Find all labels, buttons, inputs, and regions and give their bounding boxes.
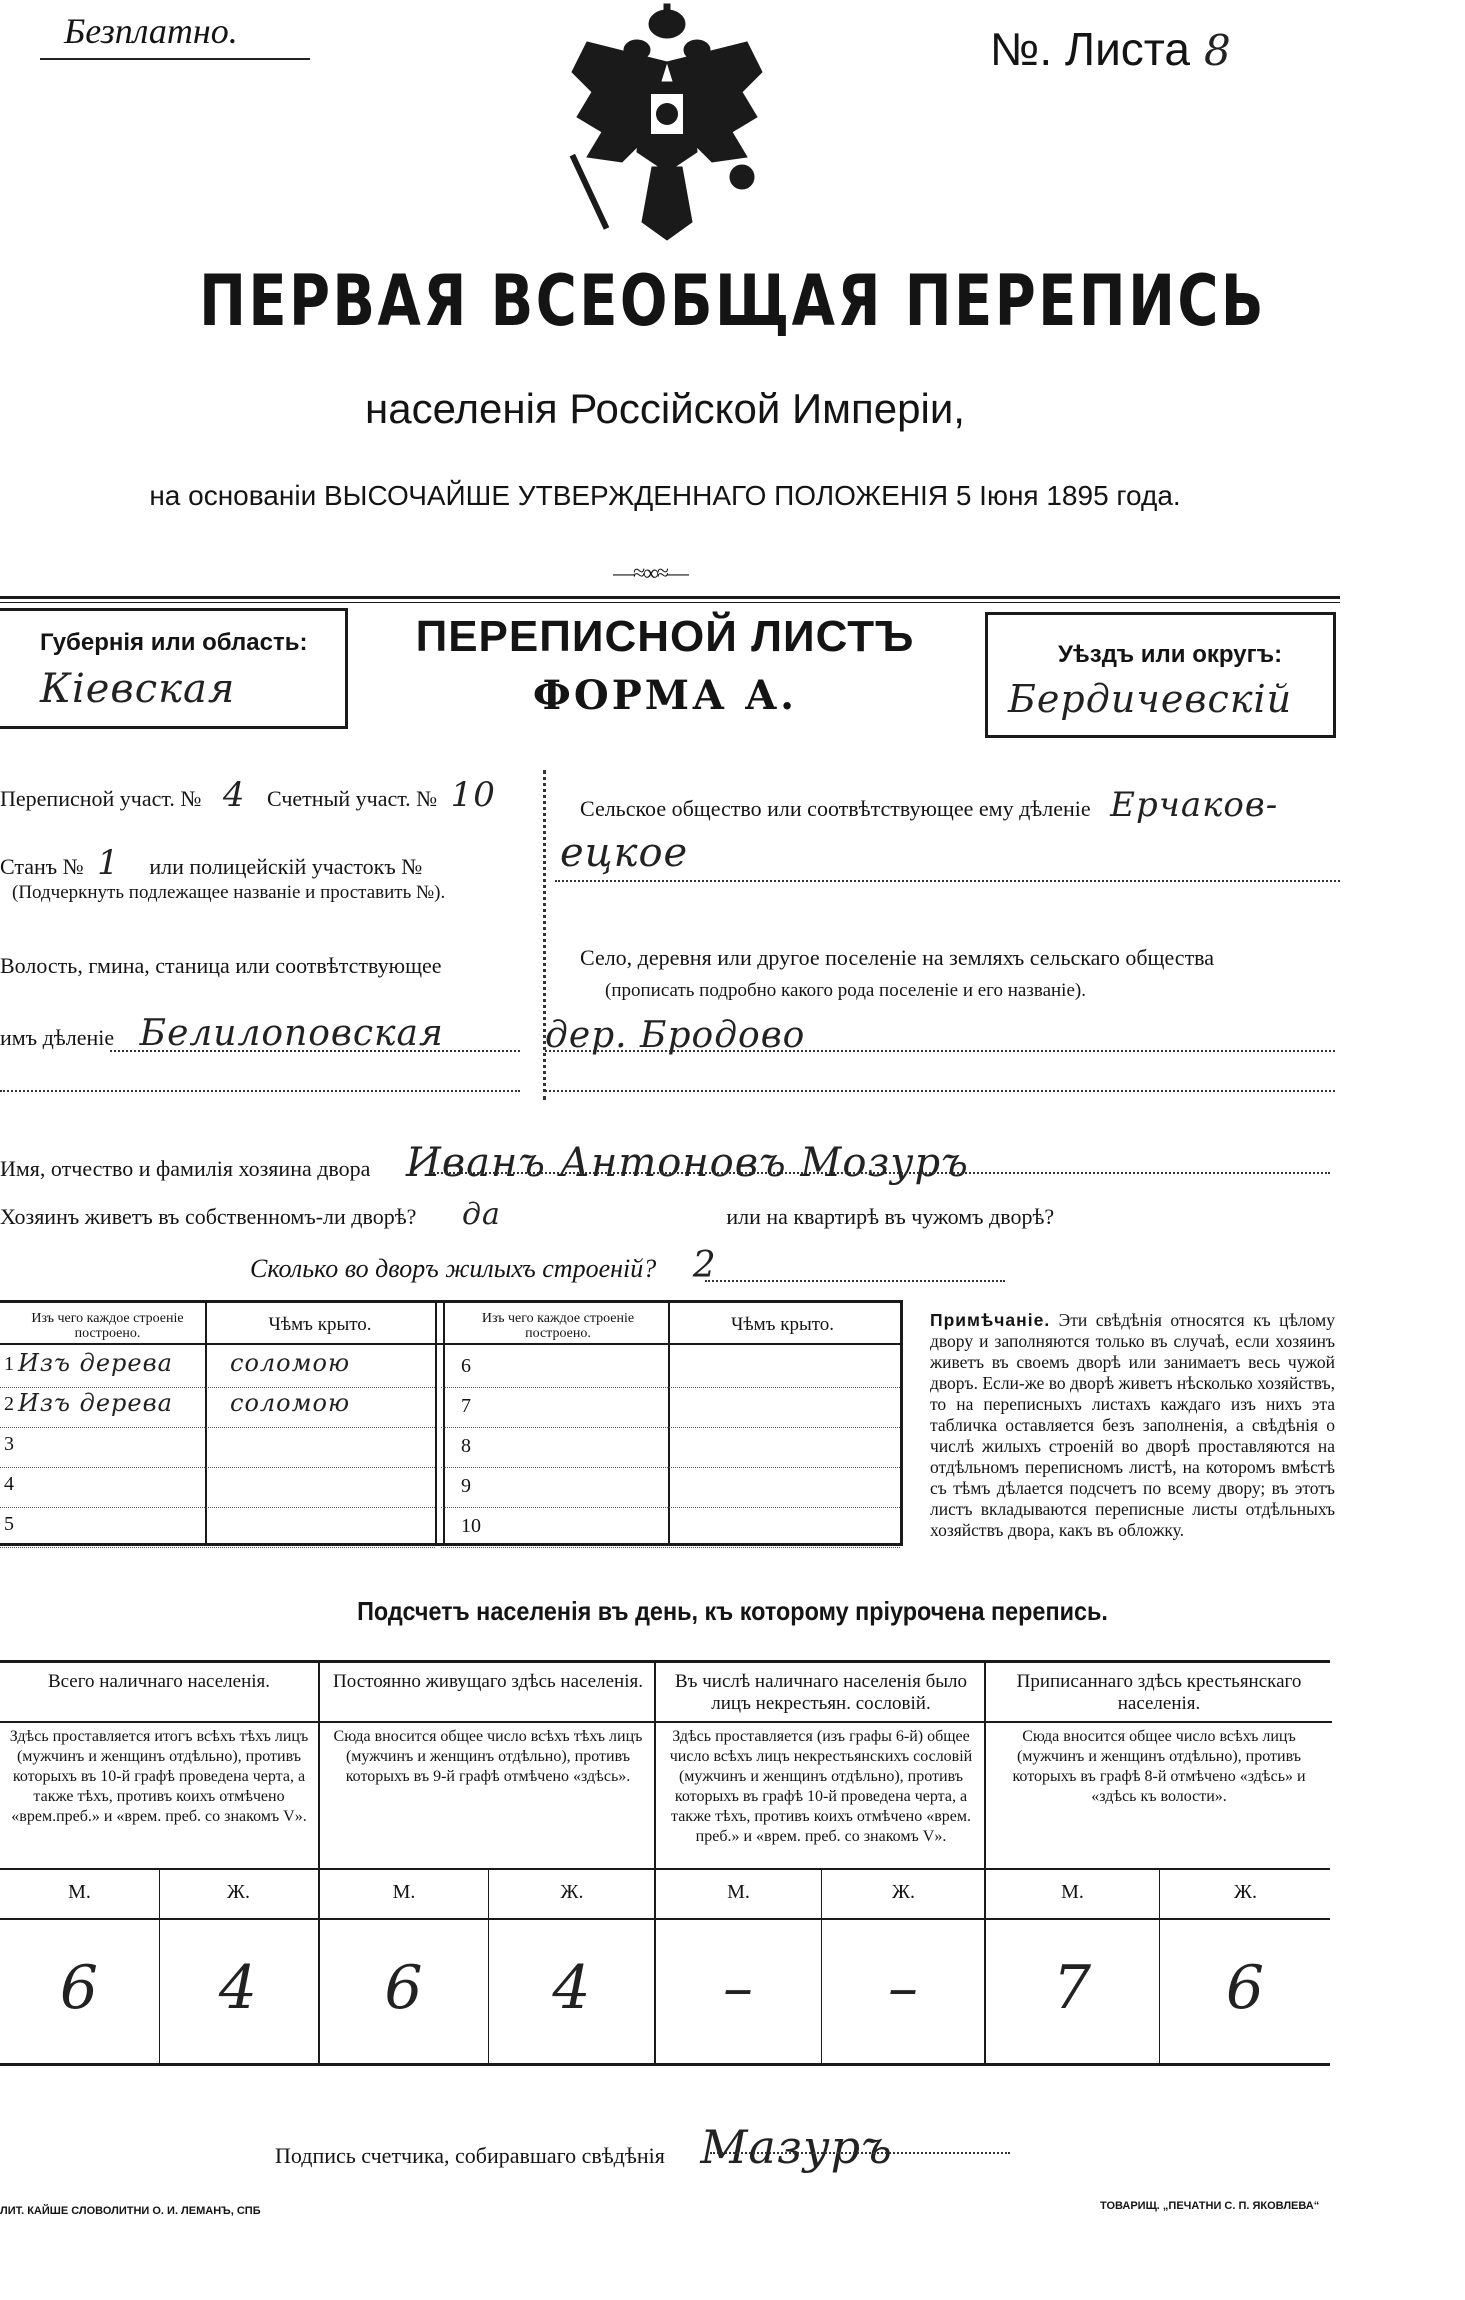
note-text: Эти свѣдѣнія относятся къ цѣлому двору и заполняются только въ случаѣ, если хозяинъ живетъ въ своемъ дворѣ или занимаетъ весь чужой дворъ. Если-же во дворѣ живетъ нѣсколько хозяйствъ, то на переписныхъ листахъ каждаго изъ нихъ эта табличка оставляется безъ заполненія, а свѣдѣнія о числѣ жилыхъ строеній во дворѣ проставляются на отдѣльномъ переписномъ листѣ, на которомъ вмѣстѣ съ тѣмъ дѣлается подсчетъ по всему двору; въ этотъ листъ вкладываются переписные листы отдѣльныхъ хозяйствъ двора, какъ въ обложку.	[930, 1310, 1335, 1540]
village-line	[545, 1050, 1335, 1052]
list-title: ПЕРЕПИСНОЙ ЛИСТЪ	[415, 612, 915, 661]
male-label: М.	[392, 1881, 416, 1903]
bt-row-number: 6	[461, 1355, 471, 1377]
male-count: 6	[384, 1953, 424, 2023]
male-label: М.	[68, 1881, 91, 1903]
note-block	[930, 1310, 1335, 1541]
signature-row	[275, 2120, 1175, 2174]
owner-lives-value: да	[461, 1197, 501, 1232]
female-label: Ж.	[560, 1881, 584, 1903]
male-count: 6	[59, 1953, 100, 2023]
signature-label: Подпись счетчика, собиравшаго свѣдѣнія	[275, 2143, 665, 2168]
census-district-label: Переписной участ. №	[0, 786, 202, 811]
volost-extra-line	[0, 1090, 520, 1092]
page-subtitle: населенія Россійской Имперіи,	[365, 385, 965, 432]
pop-mf-rule-top	[0, 1868, 1330, 1870]
bt-row-number: 5	[4, 1513, 14, 1535]
owner-name-line	[430, 1172, 1330, 1174]
bt-right-col-roof: Чѣмъ крыто.	[730, 1314, 835, 1335]
owner-lives-row	[0, 1197, 1340, 1232]
population-column	[984, 1663, 1332, 2063]
bt-right-col-material: Изъ чего каждое строеніе построено.	[481, 1311, 635, 1341]
stan-value: 1	[97, 843, 120, 883]
society-value-2: ецкое	[560, 830, 689, 876]
uezd-box	[985, 612, 1336, 738]
village-extra-line	[545, 1090, 1335, 1092]
volost-row	[0, 1013, 525, 1054]
society-value-1: Ерчаков-	[1110, 785, 1279, 825]
signature-value: Мазуръ	[700, 2120, 893, 2174]
bt-row-material: Изъ дерева	[18, 1389, 173, 1417]
bt-header-rule	[0, 1343, 900, 1345]
buildings-table	[0, 1300, 903, 1546]
female-count: –	[888, 1953, 919, 2023]
uezd-label: Уѣздъ или округъ:	[1058, 641, 1283, 668]
gubernia-box	[0, 608, 348, 729]
bt-row-left	[0, 1387, 435, 1428]
population-column	[0, 1663, 318, 2063]
female-label: Ж.	[227, 1881, 250, 1903]
population-column-desc: Здѣсь проставляется итогъ всѣхъ тѣхъ лицъ (мужчинъ и женщинъ отдѣльно), противъ которыхъ въ 10-й графѣ проведена черта, а также тѣхъ, противъ коихъ отмѣчено «врем.преб.» и «врем. преб. со знакомъ V».	[9, 1728, 309, 1825]
bt-row-number: 8	[461, 1435, 471, 1457]
village-label: Село, деревня или другое поселеніе на земляхъ сельскаго общества	[580, 945, 1215, 970]
village-note: (прописать подробно какого рода поселеніе и его названіе).	[605, 980, 1086, 1001]
owner-name-label: Имя, отчество и фамилія хозяина двора	[0, 1156, 371, 1181]
population-column	[654, 1663, 986, 2063]
society-label: Сельское общество или соотвѣтствующее ему дѣленіе	[580, 796, 1091, 821]
gubernia-value: Кіевская	[40, 666, 236, 712]
population-title-rule	[0, 1721, 318, 1723]
volost-label-1: Волость, гмина, станица или соотвѣтствующее	[0, 953, 442, 978]
bt-row-number: 3	[4, 1433, 14, 1455]
count-district-value: 10	[450, 775, 496, 815]
bt-left-col-roof: Чѣмъ крыто.	[268, 1314, 372, 1335]
volost-value: Белилоповская	[139, 1013, 444, 1054]
gubernia-label: Губернія или область:	[40, 629, 308, 656]
stan-label: Станъ №	[0, 854, 84, 879]
bt-row-number: 2	[4, 1393, 14, 1415]
owner-name-row	[0, 1140, 1340, 1186]
male-count: 7	[1052, 1953, 1093, 2023]
stan-note: (Подчеркнуть подлежащее названіе и проставить №).	[12, 882, 446, 903]
population-column-title: Приписаннаго здѣсь крестьянскаго населенія.	[1016, 1671, 1302, 1714]
printer-left: ЛИТ. КАЙШЕ СЛОВОЛИТНИ О. И. ЛЕМАНЪ, СПБ	[0, 2205, 261, 2217]
population-table	[0, 1660, 1330, 2066]
signature-line	[710, 2152, 1010, 2154]
volost-label-2: имъ дѣленіе	[0, 1025, 115, 1050]
bt-row-right	[441, 1467, 900, 1508]
pop-mf-rule-bottom	[0, 1918, 1330, 1920]
bt-row-number: 1	[4, 1353, 14, 1375]
buildings-row	[250, 1245, 1150, 1286]
volost-value-line	[110, 1050, 520, 1052]
population-column-title: Постоянно живущаго здѣсь населенія.	[333, 1671, 643, 1692]
owner-name-value: Иванъ Антоновъ Мозуръ	[405, 1140, 969, 1186]
page-title: ПЕРВАЯ ВСЕОБЩАЯ ПЕРЕПИСЬ	[199, 260, 1266, 342]
population-title-rule	[320, 1721, 656, 1723]
bt-left-col-material: Изъ чего каждое строеніе построено.	[31, 1311, 184, 1341]
bt-row-right	[441, 1387, 900, 1428]
census-district-value: 4	[222, 775, 246, 815]
bt-row-right	[441, 1427, 900, 1468]
form-top-rule	[0, 596, 1340, 599]
bt-row-right	[441, 1347, 900, 1388]
bt-row-roof: соломою	[230, 1349, 351, 1377]
bt-row-left	[0, 1427, 435, 1468]
buildings-value: 2	[692, 1245, 717, 1286]
bt-row-right	[441, 1507, 900, 1548]
population-column-desc: Сюда вносится общее число всѣхъ лицъ (мужчинъ и женщинъ отдѣльно), противъ которыхъ въ графѣ 8-й отмѣчено «здѣсь» и «здѣсь къ волости».	[1012, 1728, 1306, 1805]
count-district-label: Счетный участ. №	[266, 786, 438, 811]
sheet-number	[990, 22, 1410, 82]
bt-row-number: 10	[461, 1515, 481, 1537]
population-heading: Подсчетъ населенія въ день, къ которому пріурочена перепись.	[357, 1596, 1108, 1626]
population-title-rule	[986, 1721, 1332, 1723]
uezd-value: Бердичевскій	[1008, 677, 1293, 721]
female-label: Ж.	[892, 1881, 915, 1903]
population-title-rule	[656, 1721, 986, 1723]
female-count: 4	[218, 1953, 259, 2023]
society-line	[555, 880, 1340, 882]
free-label-box	[40, 10, 310, 60]
buildings-label: Сколько во дворъ жилыхъ строеній?	[250, 1254, 657, 1283]
printer-right: ТОВАРИЩ. „ПЕЧАТНИ С. П. ЯКОВЛЕВА“	[1100, 2200, 1320, 2212]
female-count: 6	[1225, 1953, 1266, 2023]
sheet-number-label: №. Листа	[990, 23, 1190, 75]
population-column-title: Всего наличнаго населенія.	[47, 1671, 271, 1692]
population-column-desc: Здѣсь проставляется (изъ графы 6-й) общее число всѣхъ лицъ некрестьянскихъ сословій (мужчинъ и женщинъ отдѣльно), противъ которыхъ въ графѣ 10-й проведена черта, а также тѣхъ, противъ коихъ отмѣчено «врем. преб.» и «врем. преб. со знакомъ V».	[669, 1728, 973, 1845]
population-column	[318, 1663, 656, 2063]
note-heading: Примѣчаніе.	[930, 1310, 1051, 1330]
society-row	[580, 785, 1380, 825]
bt-row-material: Изъ дерева	[18, 1349, 173, 1377]
bt-row-number: 7	[461, 1395, 471, 1417]
legal-basis: на основаніи ВЫСОЧАЙШЕ УТВЕРЖДЕННАГО ПОЛОЖЕНІЯ 5 Іюня 1895 года.	[149, 480, 1181, 511]
bt-row-number: 4	[4, 1473, 14, 1495]
bt-row-left	[0, 1347, 435, 1388]
form-title: ФОРМА А.	[532, 672, 798, 719]
census-district-row	[0, 775, 520, 815]
population-column-desc: Сюда вносится общее число всѣхъ тѣхъ лицъ (мужчинъ и женщинъ отдѣльно), противъ которыхъ въ 9-й графѣ отмѣчено «здѣсь».	[333, 1728, 643, 1785]
stan-row	[0, 843, 520, 883]
buildings-line	[705, 1280, 1005, 1282]
bt-row-roof: соломою	[230, 1389, 351, 1417]
female-count: 4	[552, 1953, 592, 2023]
stan-alt-label: или полицейскій участокъ №	[149, 854, 423, 879]
form-top-rule-2	[0, 602, 1340, 603]
bt-row-number: 9	[461, 1475, 471, 1497]
bt-row-left	[0, 1507, 435, 1548]
village-value: дер. Бродово	[545, 1015, 806, 1056]
male-label: М.	[1061, 1881, 1084, 1903]
female-label: Ж.	[1234, 1881, 1257, 1903]
owner-lives-label: Хозяинъ живетъ въ собственномъ-ли дворѣ?	[0, 1204, 417, 1229]
bt-row-left	[0, 1467, 435, 1508]
owner-rent-label: или на квартирѣ въ чужомъ дворѣ?	[726, 1204, 1055, 1229]
male-label: М.	[727, 1881, 750, 1903]
ornament-divider: —≈∞≈—	[613, 560, 687, 585]
male-count: –	[723, 1953, 754, 2023]
imperial-eagle-emblem	[567, 2, 767, 242]
population-column-title: Въ числѣ наличнаго населенія было лицъ некрестьян. сословій.	[674, 1671, 968, 1714]
sheet-number-value: 8	[1203, 26, 1232, 75]
free-label: Безплатно.	[64, 11, 238, 51]
